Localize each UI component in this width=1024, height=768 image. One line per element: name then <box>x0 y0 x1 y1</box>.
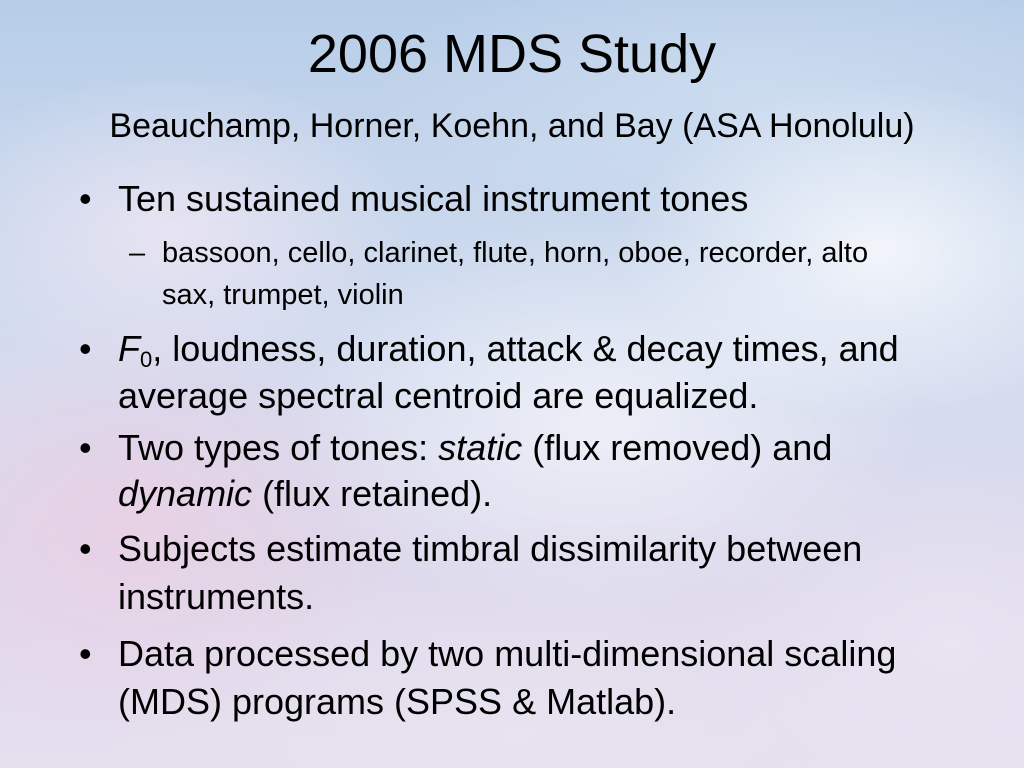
sub-bullet-marker: – <box>129 237 146 269</box>
bullet-3-line-1-a: Two types of tones: <box>118 427 439 468</box>
sub-bullet-1-line-1: bassoon, cello, clarinet, flute, horn, oboe, recorder, alto <box>162 237 869 269</box>
bullet-2-line-1 <box>118 328 899 370</box>
bullet-2-line-1-rest: , loudness, duration, attack & decay times, and <box>152 328 899 369</box>
bullet-2-line-2: average spectral centroid are equalized. <box>118 375 759 416</box>
slide-title: 2006 MDS Study <box>307 24 717 84</box>
dynamic-term: dynamic <box>118 473 253 514</box>
bullet-5-line-1: Data processed by two multi-dimensional scaling <box>118 633 897 674</box>
bullet-marker: • <box>79 528 92 569</box>
static-term: static <box>438 427 523 468</box>
bullet-3-line-2-b: (flux retained). <box>252 473 493 514</box>
bullet-5-line-2: (MDS) programs (SPSS & Matlab). <box>118 681 677 722</box>
sub-bullet-1-line-2: sax, trumpet, violin <box>162 279 404 311</box>
bullet-marker: • <box>79 178 92 219</box>
bullet-4-line-1: Subjects estimate timbral dissimilarity between <box>118 528 863 569</box>
f-subscript: 0 <box>140 347 153 372</box>
bullet-4-line-2: instruments. <box>118 576 315 617</box>
bullet-3-line-1-b: (flux removed) and <box>522 427 833 468</box>
f-symbol: F <box>118 328 140 369</box>
bullet-marker: • <box>79 633 92 674</box>
bullet-3-line-2 <box>118 473 492 515</box>
bullet-marker: • <box>79 328 92 369</box>
slide-subtitle: Beauchamp, Horner, Koehn, and Bay (ASA Honolulu) <box>109 107 915 145</box>
bullet-marker: • <box>79 427 92 468</box>
bullet-1-text: Ten sustained musical instrument tones <box>118 178 749 219</box>
bullet-3-line-1 <box>118 427 832 469</box>
